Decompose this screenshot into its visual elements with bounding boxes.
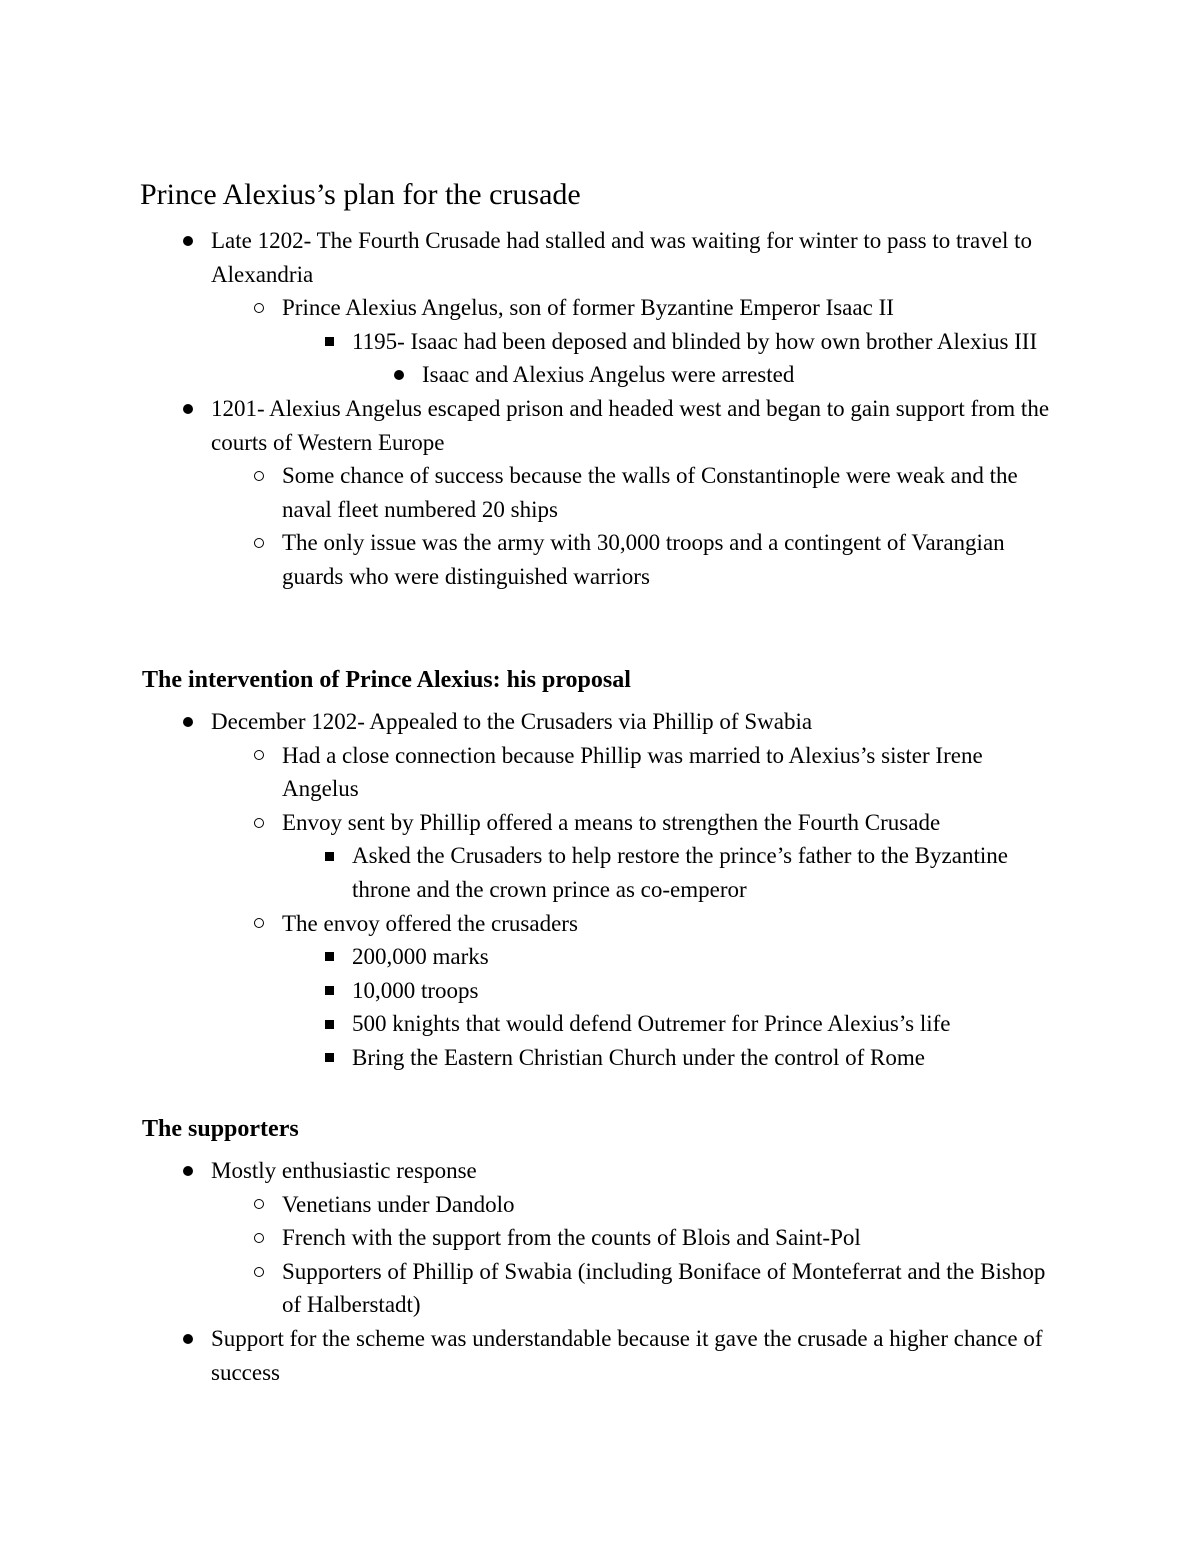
bullet-dot-icon <box>179 1154 197 1188</box>
list-item: 1201- Alexius Angelus escaped prison and headed west and began to gain support from the courts of Western Europe <box>211 392 1061 459</box>
list-item: Mostly enthusiastic response <box>211 1154 1061 1188</box>
bullet-circle-icon <box>250 907 268 941</box>
list-item: 200,000 marks <box>352 940 1062 974</box>
bullet-circle-icon <box>250 526 268 560</box>
bullet-circle-icon <box>250 1221 268 1255</box>
list-item: December 1202- Appealed to the Crusaders via Phillip of Swabia <box>211 705 1061 739</box>
bullet-square-icon <box>320 1007 338 1041</box>
list-item: 10,000 troops <box>352 974 1062 1008</box>
list-item: Had a close connection because Phillip was married to Alexius’s sister Irene Angelus <box>282 739 1062 806</box>
bullet-circle-icon <box>250 739 268 773</box>
bullet-square-icon <box>320 974 338 1008</box>
list-item: Isaac and Alexius Angelus were arrested <box>422 358 1062 392</box>
list-item: The envoy offered the crusaders <box>282 907 1062 941</box>
bullet-circle-icon <box>250 806 268 840</box>
list-item: Prince Alexius Angelus, son of former Byzantine Emperor Isaac II <box>282 291 1062 325</box>
bullet-square-icon <box>320 1041 338 1075</box>
page-title: Prince Alexius’s plan for the crusade <box>140 178 581 211</box>
bullet-square-icon <box>320 325 338 359</box>
bullet-square-icon <box>320 940 338 974</box>
bullet-circle-icon <box>250 291 268 325</box>
list-item: French with the support from the counts of Blois and Saint-Pol <box>282 1221 1062 1255</box>
list-item: Support for the scheme was understandable because it gave the crusade a higher chance of success <box>211 1322 1061 1389</box>
list-item: 1195- Isaac had been deposed and blinded by how own brother Alexius III <box>352 325 1062 359</box>
bullet-circle-icon <box>250 1255 268 1289</box>
bullet-dot-icon <box>179 392 197 426</box>
bullet-dot-icon <box>390 358 408 392</box>
list-item: Asked the Crusaders to help restore the prince’s father to the Byzantine throne and the crown prince as co-emperor <box>352 839 1062 906</box>
section-heading-supporters: The supporters <box>142 1116 299 1142</box>
list-item: 500 knights that would defend Outremer for Prince Alexius’s life <box>352 1007 1062 1041</box>
list-item: Bring the Eastern Christian Church under the control of Rome <box>352 1041 1062 1075</box>
list-item: Envoy sent by Phillip offered a means to strengthen the Fourth Crusade <box>282 806 1062 840</box>
bullet-dot-icon <box>179 705 197 739</box>
list-item: The only issue was the army with 30,000 troops and a contingent of Varangian guards who were distinguished warriors <box>282 526 1062 593</box>
list-item: Supporters of Phillip of Swabia (including Boniface of Monteferrat and the Bishop of Halberstadt) <box>282 1255 1062 1322</box>
list-item: Venetians under Dandolo <box>282 1188 1062 1222</box>
section-heading-proposal: The intervention of Prince Alexius: his proposal <box>142 667 631 693</box>
section3-list <box>0 1154 1200 1389</box>
bullet-dot-icon <box>179 1322 197 1356</box>
bullet-circle-icon <box>250 459 268 493</box>
bullet-square-icon <box>320 839 338 873</box>
list-item: Late 1202- The Fourth Crusade had stalled and was waiting for winter to pass to travel to Alexandria <box>211 224 1061 291</box>
section2-list <box>0 705 1200 1075</box>
bullet-dot-icon <box>179 224 197 258</box>
bullet-circle-icon <box>250 1188 268 1222</box>
list-item: Some chance of success because the walls of Constantinople were weak and the naval fleet numbered 20 ships <box>282 459 1062 526</box>
section1-list <box>0 224 1200 594</box>
